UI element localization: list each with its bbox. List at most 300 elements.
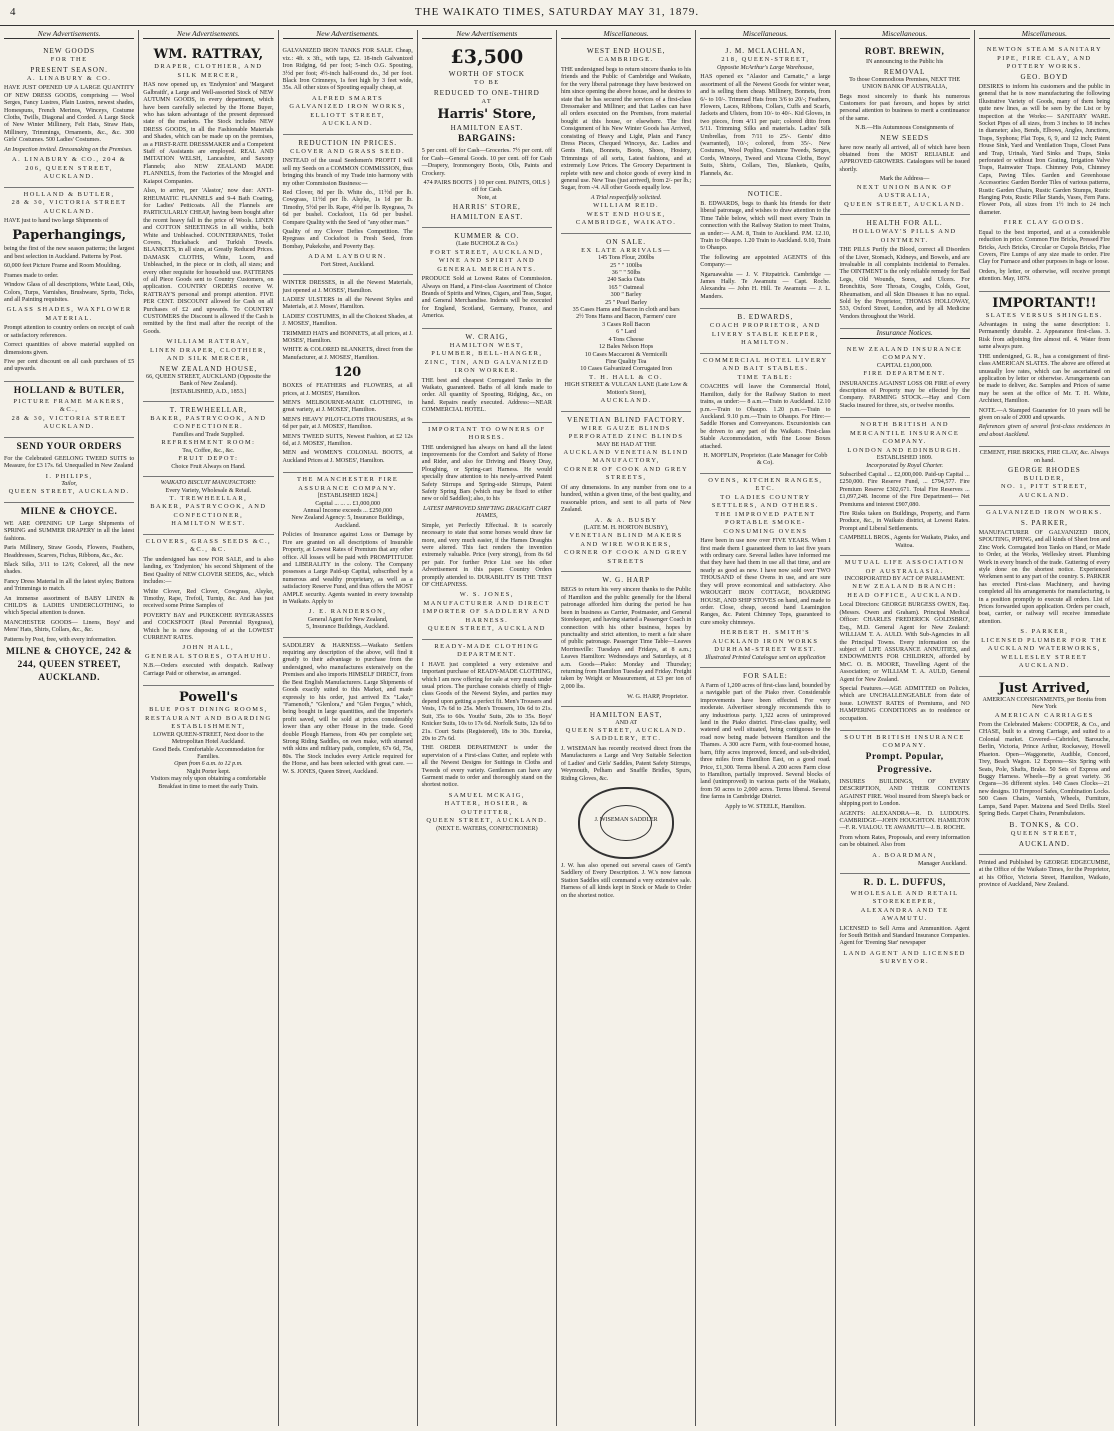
- ad-item: TRIMMED HATS and BONNETS, at all prices, at J. MOSES', Hamilton.: [282, 330, 413, 344]
- advert-brewin: [840, 43, 970, 215]
- ad-signature: MILNE & CHOYCE, 242 & 244, QUEEN STREET, AUCKLAND.: [5, 647, 133, 684]
- ad-headline: SOUTH BRITISH INSURANCE COMPANY.: [844, 733, 965, 750]
- ad-headline: CLOVERS, GRASS SEEDS &C., &C., &C.: [145, 537, 272, 554]
- ad-firm: KUMMER & CO.: [454, 232, 520, 241]
- ad-line: WORTH OF STOCK: [448, 70, 525, 79]
- ad-firm: Powell's: [179, 690, 238, 706]
- ad-body: J. WISEMAN has recently received direct from the Manufacturers a Large and Very Suitable Selection of Ladies' and Girls' Saddles, Patent Safety Stirrups, Weymouth, Pelham and Snaffle Bridles, Spurs, Riding Gloves, &c.: [561, 745, 692, 782]
- ad-body: INSURANCES AGAINST LOSS OR FIRE of every description of Property may be effected by the Company. FARMING STOCK.—Hay and Corn Stacks insured for three, six, or twelve months.: [839, 380, 970, 409]
- ad-body: have now nearly all arrived, all of which have been obtained from the MOST RELIABLE and APPROVED GROWERS. Catalogues will be issued shortly.: [839, 144, 970, 173]
- ad-subhead: Prompt. Popular, Progressive.: [865, 751, 944, 775]
- ad-address: WEST END HOUSE, CAMBRIDGE, WAIKATO.: [575, 210, 677, 227]
- ad-line: (LATE M. H. HORTON BUSBY),: [583, 525, 669, 532]
- advert-tonks: [979, 677, 1110, 855]
- ad-firm: W. CRAIG,: [465, 332, 509, 341]
- ad-subhead: AMERICAN CARRIAGES: [994, 711, 1094, 719]
- ad-name: HERBERT H. SMITH'S: [720, 629, 811, 637]
- printer-imprint: [979, 855, 1110, 897]
- advert-mckaig: [422, 640, 552, 838]
- saddle-stamp: J. WISEMAN SADDLER: [594, 817, 658, 823]
- ad-body: Of any dimensions. In any number from one to a hundred, within a given time, of the best quality, and reasonable prices, and sent to all parts of New Zealand.: [561, 484, 692, 514]
- ad-headline: COMMERCIAL HOTEL LIVERY AND BAIT STABLES.: [703, 356, 828, 373]
- ad-item: 4 Tons Cheese: [608, 336, 644, 343]
- ad-headline: IMPORTANT!!: [992, 295, 1097, 311]
- ad-name: J. E. RANDERSON,: [308, 608, 387, 616]
- advert-mutual-life: [840, 556, 970, 731]
- advert-parker: [979, 506, 1110, 676]
- saddle-illustration: [578, 787, 674, 859]
- ad-name: A. BOARDMAN,: [872, 851, 937, 859]
- ad-subhead: WHOLESALE AND RETAIL STOREKEEPER,: [850, 889, 959, 906]
- advert-commercial-hotel: [700, 354, 830, 474]
- ad-body: Patterns by Post, free, with every information.: [4, 636, 117, 643]
- ad-address: Fort Street, Auckland.: [320, 261, 375, 268]
- ad-address: ALEXANDRA AND TE AWAMUTU.: [860, 906, 949, 923]
- ad-body: A Farm of 1,200 acres of first-class land, bounded by a navigable part of the Piako river. Considerable improvements have been effected. For very moderate. Advertiser strongly recommends this to any industrious party. 1,322 acres of unimproved land in the Piako district. First-class quality, well watered and well situated, being contiguous to the road now being made between Hamilton and the Thames. A 300 acre Farm, with four-roomed house, barn, fifty acres improved, fenced, and sub-divided, three miles from Hamilton East, on a good road. Price, £1,300. Terms liberal. A 200 acres Farm close to Hamilton, partially improved. Several blocks of land (unimproved) in various parts of the Waikato, from 50 acres to 2,000 acres. Terms liberal. Several fine farms in Cambridge District.: [700, 683, 831, 801]
- ad-subhead: DRAPER, CLOTHIER, AND SILK MERCER,: [154, 63, 263, 79]
- advert-holloway: [840, 215, 970, 329]
- ad-line: To those Commodious Premises, NEXT THE UNION BANK OF AUSTRALIA,: [849, 76, 961, 91]
- ad-established: [ESTABLISHED, A.D., 1853.]: [170, 388, 247, 395]
- ad-item: MEN'S TWEED SUITS, Newest Fashion, at £2 12s 6d, at J. MOSES', Hamilton.: [282, 433, 413, 448]
- ad-signature: W. G. HARP, Proprietor.: [627, 693, 689, 701]
- ad-address: DURHAM-STREET WEST.: [714, 646, 817, 654]
- advert-slates: [979, 292, 1110, 448]
- ad-body: Fire Risks taken on Buildings, Property, and Farm Produce, &c., in Waikato district, at Lowest Rates. Prompt and Liberal Settlements.: [839, 511, 970, 532]
- ad-subhead: HATTER, HOSIER, & OUTFITTER,: [444, 800, 530, 816]
- newspaper-title: THE WAIKATO TIMES, SATURDAY MAY 31, 1879.: [414, 6, 700, 18]
- ad-body: Window Glass of all descriptions, White Lead, Oils, Colors, Turps, Varnishes, Brushware, Sprits, Ticks, and all Painting requisites.: [4, 282, 135, 303]
- ad-headline: REDUCTION IN PRICES.: [298, 138, 398, 147]
- ad-body: HAVE JUST OPENED UP A LARGE QUANTITY OF NEW DRESS GOODS, comprising — Wool Serges, Fancy Lustres, Plain Lustres, newest shades, Homespuns, French Merinos, Winceys, Costume Cloths, Twills, Diagonal and Corded. A Large Stock of New Winter Millinery, Felt Hats, Straw Hats, Millinery, Trimmings, Ornaments, &c., &c. 300 Girls' Costumes. 500 Ladies' Costumes.: [4, 85, 135, 144]
- ad-line: MAY BE HAD AT THE: [596, 441, 656, 448]
- ad-body: INSURES BUILDINGS, OF EVERY DESCRIPTION, AND THEIR CONTENTS AGAINST FIRE. Wool insured from Sheep's back or shipping port to London.: [839, 778, 970, 808]
- column-header: Miscellaneous.: [840, 30, 970, 39]
- advert-john-hall: [143, 535, 273, 686]
- ad-line: IN announcing to the Public his: [865, 59, 944, 66]
- ad-line: Mark the Address—: [879, 176, 930, 183]
- ad-subhead: BAKER, PASTRYCOOK, AND CONFECTIONER,: [150, 503, 267, 519]
- advert-powells: [143, 686, 273, 796]
- ad-line: Note, at: [477, 194, 497, 201]
- ad-item: BOXES of FEATHERS and FLOWERS, at all prices, at J. MOSES', Hamilton.: [282, 383, 413, 397]
- ad-body: Ngaruawahia — J. V. Fitzpatrick. Cambridge — James Hally. Te Awamutu — Capt. Roche. Alexandra — John H. Hill. Te Awamutu — J. L. Manders.: [700, 271, 831, 300]
- column-7: [836, 30, 975, 1426]
- ad-subhead: BUILDER,: [1023, 474, 1066, 482]
- ad-line: NEW GOODS: [43, 47, 96, 56]
- ad-subhead: HOLLOWAY'S PILLS AND OINTMENT.: [852, 228, 957, 244]
- ad-body: Local Directors: GEORGE BURGESS OWEN, Esq. (Messrs. Owen and Graham). Principal Medical Officer: CHARLES FREDERICK GOLDSBRO', Esq., M.D. General Agent for New Zealand: WILLIAM T. A. AULD. With Sub-Agencies in all the Principal Towns. Every information on the subject of LIFE ASSURANCE ANNUITIES, and ENDOWMENTS FOR CHILDREN, afforded by MrC. O. B. MOORE, Travelling Agent of the Association; or WILLIAM T. A. AULD, General Agent for New Zealand.: [839, 602, 970, 683]
- ad-firm: T. H. HALL & CO.: [589, 373, 664, 381]
- ad-firm: WM. RATTRAY,: [153, 47, 264, 63]
- ad-body: Subscribed Capital ... £2,000,000. Paid-up Capital ... £250,000. Fire Reserve Fund, ... £794,577. Fire Premium Reserve £302,671. Total Fire Reserves ... £1,097,248. Income of the Fire Department— Net Premiums and interest £907,080.: [839, 472, 970, 508]
- ad-address: NEXT UNION BANK OF AUSTRALIA,: [856, 183, 953, 200]
- ad-subhead: AMERICAN CONSIGNMENTS, per Bonita from New York: [982, 696, 1107, 711]
- ad-house: NEW ZEALAND HOUSE,: [159, 364, 258, 373]
- ad-body: Policies of Insurance against Loss or Damage by Fire are granted on all descriptions of Insurable Property, at Lowest Rates of Premium that any other office. All losses will be paid with PROMPTITUDE and LIBERALITY in the colony. The Company possesses a Large Paid-up Capital, subscribed by a numerous and wealthy proprietary, as well as a satisfactory Reserve Fund, and thus offers the MOST AMPLE security. Agents wanted in every township in Waikato. Apply to: [282, 532, 413, 605]
- ad-item: 2½ Tons Hams and Bacon, Farmers' cure: [576, 314, 677, 321]
- ad-address: 66, QUEEN STREET, AUCKLAND (Opposite the Bank of New Zealand).: [146, 373, 271, 388]
- ad-headline: NORTH BRITISH AND MERCANTILE INSURANCE COMPANY.: [849, 421, 960, 446]
- imprint-text: Printed and Published by GEORGE EDGECUMBE, at the Office of the Waikato Times, for the Proprietor, at his Office, Victoria Street, Hamilton, Waikato, province of Auckland, New Zealand.: [978, 859, 1110, 889]
- ad-line: Families and Trade Supplied.: [172, 431, 245, 438]
- ad-body: INSTEAD of the usual Seedsmen's PROFIT I will sell my Seeds on a COMMON COMMISSION, thus bringing this branch of my Trade into harmony with my other Commission Business:—: [282, 158, 413, 187]
- ad-line: A Trial respectfully solicited.: [590, 194, 662, 201]
- ad-address: WELLESLEY STREET: [1001, 653, 1088, 661]
- ad-subhead: BAKER, PASTRYCOOK, AND CONFECTIONER.: [150, 414, 267, 431]
- ad-firm: A. & A. BUSBY: [594, 516, 658, 524]
- ad-body: COACHES will leave the Commercial Hotel, Hamilton, daily for the Railway Station to meet trains, as under:— 8 a.m.—Train to Auckland. 12.10 p.m.—Train to Ohaupo. 1.20 p.m.—Train to Auckland. 9.10 p.m.—Train to Ohaupo. For Hire:—Saddle Horses and Conveyances. Excursionists can be driven to any part of the Waikato. First-class Stable Accommodation, with fine Loose Boxes attached.: [700, 384, 831, 450]
- column-8: [975, 30, 1114, 1426]
- advert-ovens: [700, 474, 830, 668]
- column-header: Miscellaneous.: [979, 30, 1110, 39]
- advert-trewheellar: [143, 402, 273, 477]
- ad-name: ALFRED SMARTS: [312, 94, 384, 102]
- ad-line: CAPITAL £1,000,000.: [876, 362, 933, 369]
- ad-subhead: FIRE DEPARTMENT.: [863, 370, 946, 378]
- advert-biscuit: [143, 477, 273, 535]
- ad-body: DESIRES to inform his customers and the public in general that he is now manufacturing the following Illustrative Variety of Goods, many of them being quite new lines, as will be seen by the List or by inspection at the Works:— SANITARY WARE. Socket Pipes of all sizes, from 3 inches to 18 inches in diameter; also, Bends, Elbows, Angles, Junctions, Traps, Syphons; Flat Tops, 6, 9, and 12 inch; Patent House Sink, Yard and Ventilation Traps, Closet Pans and Trap, Urinals, Yard Sinks and Traps, Sinks perforated or without Iron Grating, Irrigation Valve Traps, Rainwater Traps. Chimney Pots, Chimney Caps, Paving Tiles. Garden and Greenhouse Accessories: Garden Border Tiles of various patterns, Rustic Garden Chairs, Rustic Garden Stumps, Rustic Hanging Pots, Rustic Pillar Stands, Vases, Fern Pans. Flower Pots, all sizes from 1½ inch to 24 inch diameter.: [978, 83, 1110, 216]
- ad-line: Capital ... ... ... £1,000,000: [315, 500, 381, 507]
- ad-name: AUCKLAND VENETIAN BLIND MANUFACTORY,: [563, 448, 689, 465]
- ad-body: THE ORDER DEPARTMENT is under the supervision of a First-class Cutter, and replete with all the Newest Designs for Suitings in Cloths and Tweeds of every variety. Gentlemen can have any Garment made to order and thoroughly stand on the shortest notice.: [421, 745, 552, 789]
- advert-harp: [561, 572, 691, 706]
- ad-body: Five per cent discount on all cash purchases of £5 and upwards.: [4, 358, 135, 373]
- ad-body: Prompt attention to country orders on receipt of cash or satisfactory references.: [4, 325, 135, 339]
- ad-body: The undersigned has now FOR SALE, and is also landing, ex 'Endymion,' his second Shipment of the Best Quality of NEW CLOVER SEEDS, &c., which includes:—: [143, 556, 274, 586]
- column-header: Miscellaneous.: [700, 30, 830, 39]
- ad-body: 5 per cent. off for Cash—Groceries. 7½ per cent. off for Cash—General Goods. 10 per cent. off for Cash—Drapery, Ironmongery Boots, Oils, Paints and Crockery.: [421, 148, 552, 177]
- ad-title: Manager Auckland.: [917, 860, 967, 868]
- ad-line: REFRESHMENT ROOM:: [161, 439, 256, 447]
- ad-body: THE best and cheapest Corrugated Tanks in the Waikato, guaranteed. Baths of all kinds made to order. All quantity of Spouting, Ridging, &c., on hand. Repairs neatly executed. Address:—NEAR COMMERCIAL HOTEL.: [421, 377, 552, 414]
- ad-headline: VENETIAN BLIND FACTORY.: [567, 415, 686, 424]
- ad-line: Illustrated Printed Catalogue sent on application: [705, 654, 826, 661]
- ad-line: Every Variety, Wholesale & Retail.: [165, 487, 252, 494]
- ad-line: Open from 6 a.m. to 12 p.m.: [174, 761, 243, 768]
- ad-big-number: 120: [334, 365, 362, 381]
- ad-body: Begs most sincerely to thank his numerous Customers for past favours, and hopes by strict personal attention to business to merit a continuance of the same.: [839, 93, 970, 122]
- ad-subhead: CLOVER AND GRASS SEED.: [290, 147, 406, 155]
- ad-body: Equal to the best imported, and at a considerable reduction in price. Common Fire Bricks, Pressed Fire Bricks, Arch Bricks, Circular or Cupola Bricks, Flue Covers, Fire Lumps of any size made to order. Fire Clay for Furnace and other purposes in bags or loose.: [978, 229, 1110, 266]
- ad-subhead: WIRE GAUZE BLINDS PERFORATED ZINC BLINDS: [568, 424, 684, 441]
- ad-subhead: PICTURE FRAME MAKERS, &C.,: [13, 397, 125, 414]
- advert-hall-on-sale: [561, 234, 691, 412]
- ad-name: SAMUEL MCKAIG,: [448, 791, 525, 799]
- ad-item: 25 " " 100lbs: [610, 262, 643, 269]
- ad-line: AT: [481, 97, 493, 105]
- ad-signature: Apply to W. STEELE, Hamilton.: [725, 803, 806, 810]
- ad-body: Have been in use now over FIVE YEARS. When I first made them I guaranteed them to last five years with ordinary care. Several ladies have informed me that they have had them in use all that time, and are nearly as good as new. I have now sold over TWO THOUSAND of these Ovens in use, and are sure they will prove economical and satisfactory. Also WROUGHT IRON COTTAGE, BOARDING HOUSE, AND SHIP STOVES on hand, and made to order. Close, cheap, second hand Leamington Ranges, &c. Patent Chimney Tops, guaranteed to cure smoky chimneys.: [700, 538, 831, 626]
- column-header: New Advertisements.: [283, 30, 413, 39]
- ad-item: Fine Quality Tea: [605, 358, 647, 365]
- advert-linabury: [4, 43, 134, 187]
- ad-item: MEN'S MELBOURNE-MADE CLOTHING, in great variety, at J. MOSES', Hamilton.: [282, 400, 413, 414]
- ad-address: AUCKLAND.: [1018, 662, 1070, 670]
- column-2: [139, 30, 278, 1426]
- ad-headline: NEWTON STEAM SANITARY PIPE, FIRE CLAY, AND POTTERY WORKS.: [986, 46, 1103, 71]
- ad-line: Annual Income exceeds ... £250,000: [303, 508, 393, 515]
- ad-line: 474 PAIRS BOOTS } 10 per cent. PAINTS, OILS } off for Cash.: [423, 180, 551, 194]
- advert-manchester-fire: [283, 473, 413, 637]
- ad-headline: SEND YOUR ORDERS: [16, 441, 122, 452]
- ad-store-name: Harris' Store,: [437, 107, 537, 123]
- ad-title: General Agent for New Zealand,: [307, 616, 388, 623]
- ad-body: B. EDWARDS, begs to thank his friends for their liberal patronage, and wishes to draw attention to the Time Table below, which will meet every Train in connection with the Railway Station to meet Trains, as under:— A.M. 8, Train to Auckland. P.M. 12.10, Train to Ohaupo. 1.20 Train to Auckland. 9.10, Train to Ohaupo.: [700, 201, 831, 252]
- column-5: [557, 30, 696, 1426]
- ad-firm: T. TREWHEELLAR,: [169, 494, 248, 502]
- advert-philips: [4, 438, 134, 503]
- ad-address: AUCKLAND.: [322, 120, 374, 128]
- column-4: [418, 30, 557, 1426]
- ad-place: LONDON AND EDINBURGH.: [847, 446, 962, 454]
- ad-address: QUEEN STREET,: [1010, 830, 1079, 838]
- advert-boyd-pottery: [979, 43, 1110, 291]
- ad-firm: MILNE & CHOYCE.: [20, 506, 118, 517]
- ad-line: Visitors may rely upon obtaining a comfortable Breakfast in time to meet the early Train.: [150, 776, 267, 790]
- ad-address: AUCKLAND.: [600, 397, 652, 405]
- advert-rattray: [143, 43, 273, 402]
- ad-item: 3 Cases Roll Bacon: [602, 321, 651, 328]
- ad-item: 145 Tons Flour, 200lbs: [598, 255, 655, 262]
- ad-subhead: LATEST IMPROVED SHIFTING DRAUGHT CART HAMES,: [423, 505, 551, 520]
- ad-body: LICENSED to Sell Arms and Ammunition. Agent for South British and Standard Insurance Companies. Agent for 'Evening Star' newspaper: [839, 925, 970, 947]
- ad-subhead: GALVANIZED IRON WORKS, ELLIOTT STREET,: [289, 103, 406, 119]
- ad-subhead: FIRE CLAY GOODS.: [1003, 219, 1085, 227]
- column-header: New Advertisements.: [4, 30, 134, 39]
- ad-headline: Paperhangings,: [12, 228, 127, 244]
- ad-item: 10 Cases Maccaroni & Vermicelli: [584, 351, 668, 358]
- advert-north-british: [840, 418, 970, 556]
- ad-body: For the Celebrated GEELONG TWEED SUITS to Measure, for £3 17s. 6d. Unequalled in New Zealand: [4, 455, 135, 470]
- ad-body: Quality of my Clover Defies Competition. The Ryegrass and Cocksfoot is Fresh Seed, from Bombay, Pukekohe, and Poverty Bay.: [282, 229, 413, 250]
- ad-line: INCORPORATED BY ACT OF PARLIAMENT.: [844, 576, 965, 583]
- ad-body: WE ARE OPENING UP Large Shipments of SPRING and SUMMER DRAPERY in all the latest fashions.: [4, 520, 135, 542]
- ad-subhead: MANUFACTURER AND DIRECT IMPORTER OF SADDLERY AND HARNESS.: [422, 599, 551, 624]
- ad-signature: S. PARKER,: [1020, 628, 1069, 636]
- column-header: New Advertisements: [422, 30, 552, 39]
- advert-holland-butler: [4, 188, 134, 382]
- ad-body: THE undersigned has always on hand all the latest improvements for the Comfort and Safety of Horse and Rider, and also for Driving and Heavy Dray, Ploughing, or Spring-cart Harness. He would specially draw attention to his newly-arrived Patent Safety Stirrups and Spring-side Stirrups, Patent Safety Spring Bars (which may be fixed to either new or old Saddles); also, to his: [421, 444, 552, 503]
- ad-line: (NEXT E. WATERS, CONFECTIONER): [436, 825, 538, 832]
- ad-item: 25 " Pearl Barley: [605, 299, 648, 306]
- ad-item: WHITE & COLORED BLANKETS, direct from the Manufacturer, at J. MOSES', Hamilton.: [282, 347, 413, 361]
- advert-saddlery-jones: [283, 638, 413, 783]
- advert-horses-jones: [422, 423, 552, 640]
- ad-item: WINTER DRESSES, in all the Newest Materials, just opened at J. MOSES', Hamilton.: [282, 280, 413, 294]
- ad-address: LOWER QUEEN-STREET, Next door to the Metropolitan Hotel Auckland.: [153, 731, 264, 746]
- ad-line: N.B.—His Autumnous Consignments of: [855, 125, 954, 132]
- ad-subhead: WINE AND SPIRIT AND GENERAL MERCHANTS.: [437, 257, 537, 273]
- ad-headline: HEALTH FOR ALL.: [866, 219, 943, 228]
- ad-line: REDUCED TO ONE-THIRD: [433, 88, 540, 97]
- column-6: [696, 30, 835, 1426]
- ad-subhead: NEW SEEDS: [880, 133, 930, 142]
- ad-established: ESTABLISHED 1809.: [876, 455, 933, 462]
- ad-body: HAS opened ex "Alastor and Carnatic," a large assortment of all the Newest Goods for winter wear, and is selling them cheap. Millinery, Bonnets, from 6/- to 10/-. Trimmed Hats from 3/6 to 20/-; Feathers, Flowers, Laces, Ribbons, Collars, Cuffs and Scarfs, Jackets and Ulsters, from 10/- to 40/-. Kid Gloves, in two pieces, from 4/11 per pair; colored ditto from 5/11. Trimming Silks and materials. Ladies' Silk Umbrellas, from 7/11 to 25/-. Gents' ditto (warranted), 10/-; colored, from 35/-. New Costumes, Wool Poplins, Costume Tweeds, Serges, Cords, Winceys, Tweed and Vicuna Cloths, Boys' Suits, Shirts, Collars, Ties, Blankets, Quilts, Flannels, &c.: [700, 74, 831, 177]
- ad-body: Also, to arrive, per 'Alastor,' now due: ANTI-RHEUMATIC FLANNELS and 9-4 Bath Coating, for Ladies' Petticoats. All the Flannels are PARTICULARLY CHEAP, having been bought after the recent heavy fall in the price of Wools. LINEN and COTTON SHEETINGS in all widths, both White and Unbleached. COUNTERPANES, Toilet Covers, Huckaback and Turkish Towels. BLANKETS, in all sizes, at Greatly Reduced Prices. DAMASK CLOTHS, White, Loom, and Unbleached, in the piece or in cloth, all sizes; and every other requisite for household use. PATTERNS of all Piece Goods sent to Country Customers, on application. COUNTRY ORDERS receive W. RATTRAY'S personal and prompt attention. FIVE PER CENT. DISCOUNT allowed for Cash on all Purchases of £2 and upwards. To COUNTRY CUSTOMERS the Discount is allowed if the Cash is remitted by the first mail after the receipt of the Goods.: [143, 188, 274, 335]
- ad-signature: HAMILTON EAST.: [450, 213, 524, 222]
- ad-item: 12 Bales Nelson Hops: [598, 344, 654, 351]
- ad-body: From the Celebrated Makers: COOPER, & Co., and CHASE, built to a strong Carriage, and suited to a Colonial market. Covered—Cabriolet, Barouche, Berlin, Victoria, Prince Arthur, Rockaway, Howell Phaeton. Open—Waggonette, Audible, Concord, Trey, Beach Wagon. 12 Express—Six Spring with Seats, Pole, Shafts, Brake. 50 Sets of Express and Buggy Harness. Wheels—By a great variety. 36 Organs—36 different styles. 140 Cases Clocks—21 new designs. 10 Fireproof Safes, Combination Locks. 500 Cases Chairs, Varnish, Wheels, Furniture, Lamps, Sand Paper. Maizena and Seed Drills. Steel Spring Beds. Carpet Chairs, Perambulators.: [978, 722, 1110, 817]
- ad-line: Choice Fruit Always on Hand.: [171, 463, 246, 470]
- ad-body: References given of several first-class residences in and about Auckland.: [978, 424, 1110, 438]
- ad-name: GEORGE RHODES: [1008, 465, 1081, 474]
- ad-subhead: EX LATE ARRIVALS—: [581, 246, 672, 254]
- ad-body: An immense assortment of BABY LINEN & CHILD'S & LADIES UNDERCLOTHING, to which Special attention is drawn.: [4, 595, 135, 617]
- ad-firm: A. LINABURY & CO.: [26, 74, 112, 82]
- ad-body: Orders, by letter, or otherwise, will receive prompt attention. May, 1879.: [978, 268, 1110, 283]
- ad-headline: NOTICE.: [747, 190, 783, 198]
- ad-body: N.B.—Orders executed with despatch. Railway Carriage Paid or otherwise, as arranged.: [143, 663, 274, 677]
- advert-holland-butler-frames: [4, 382, 134, 438]
- ad-body: Correct quantities of above material supplied on dimensions given.: [4, 342, 135, 356]
- ad-body: Red Clover, 8d per lb. White do., 11½d per lb. Cowgrass, 11½d per lb. Alsyke, 1s 1d per lb. Timothy, 5½d per lb. Rape, 4½d per lb. Ryegrass, 7s 6d per bushel. Cocksfoot, 11s 6d per bushel. Compare Quality with the Seed of "any other man.": [282, 189, 413, 226]
- advert-notice-edwards: [700, 186, 830, 309]
- ad-subhead: LINEN DRAPER, CLOTHIER, AND SILK MERCER,: [149, 346, 267, 363]
- ad-signature: WILLIAM RATTRAY,: [166, 338, 251, 346]
- ad-item: 165 " Oatmeal: [608, 284, 644, 291]
- ad-body: J. W. has also opened out several cases of Gent's Saddlery of Every Description. J. W.'s now famous Station Saddles still command a very extensive sale. Harness of all kinds kept in Stock or Made to Order on the shortest notice.: [561, 863, 692, 899]
- advert-craig: [422, 329, 552, 423]
- ad-item: 300 " Barley: [610, 292, 642, 299]
- ad-place: HAMILTON EAST.: [450, 124, 524, 133]
- ad-headline: FOR SALE:: [743, 672, 788, 681]
- column-3: [279, 30, 418, 1426]
- ad-address: 28 & 30, VICTORIA STREET AUCKLAND.: [11, 414, 127, 431]
- ad-big-amount: £3,500: [450, 46, 524, 69]
- column-header: New Advertisements.: [143, 30, 273, 39]
- ad-line: FOR THE: [50, 56, 88, 64]
- advert-venetian-blind: [561, 412, 691, 573]
- ad-body: THE undersigned begs to return sincere thanks to his friends and the Public of Cambridge and Waikato, for the very liberal patronage they have bestowed on him since opening the above house, and he desires to state that he has secured the services of a first-class Dressmaker and Milliner; and that Ladies can have all orders executed on the Premises, from material bought at this house, or elsewhere. The first Consignment of his New Winter Goods has Arrived, consisting of Heavy and Light, Plain and Fancy Dress Pieces, Chequed Winceys, &c. Ladies and Gents Hats, Bonnets, Boots, Shoes, Hosiery, Trimmings of all sorts, Latest fashions, and at extremely Low Prices. The Grocery Department is replete with new and choice goods of every kind in general use. New Teas (just arrived), from 2/- per lb.; Sugar, from -/4. All other Goods equally low.: [561, 66, 692, 192]
- ad-address: AUCKLAND.: [1018, 839, 1070, 848]
- ad-item: 36 " " 50lbs: [611, 270, 641, 277]
- ad-subhead: Tailor,: [61, 481, 77, 488]
- ad-name: W. S. JONES,: [459, 591, 514, 599]
- ad-body: 60,000 feet Picture Frame and Room Moulding.: [4, 263, 122, 270]
- ad-body: MANUFACTURER OF GALVANIZED IRON, SPOUTING, PIPING, and all kinds of Sheet Iron and Zinc Work. Corrugated Iron Tanks on Hand, or Made to Order, at the Works, Wellesley street. Plumbing Work in every branch of the trade. Guttering of every style done on the shortest notice. Experienced Workmen sent to any part of the country. S. PARKER has erected First-class Machinery, and having completed all his arrangements for manufacturing, is in a position promptly to execute all orders. List of Prices forwarded upon application. Orders per coach, boat, carrier, or railway will receive immediate attention.: [978, 529, 1110, 625]
- advert-west-end-house: [561, 43, 691, 233]
- ad-signature: A. LINABURY & CO., 204 & 206, QUEEN STREET, AUCKLAND.: [12, 156, 127, 181]
- ad-address: NO. 1, PITT STREET, AUCKLAND.: [1000, 483, 1088, 499]
- ad-address: QUEEN STREET, AUCKLAND: [427, 625, 546, 633]
- ad-note: An Inspection invited. Dressmaking on the Premises.: [4, 146, 133, 153]
- ad-body: Fancy Dress Material in all the latest styles; Buttons and Trimmings to match.: [4, 578, 135, 593]
- advert-edwards: [700, 309, 830, 354]
- ad-headline: OVENS, KITCHEN RANGES, ETC.: [708, 476, 823, 493]
- ad-signature: H. MOFFLIN, Proprietor. (Late Manager for Cobb & Co).: [703, 452, 828, 467]
- ad-subhead: COACH PROPRIETOR, AND LIVERY STABLE KEEPER, HAMILTON.: [709, 322, 821, 347]
- ad-name: I. PHILIPS,: [45, 472, 93, 480]
- ad-headline: THE MANCHESTER FIRE ASSURANCE COMPANY.: [296, 476, 399, 492]
- masthead: [0, 0, 1114, 26]
- ad-signature: HARRIS' STORE,: [452, 203, 521, 212]
- advert-nz-insurance: [840, 343, 970, 419]
- ad-item: LADIES' COSTUMES, in all the Choicest Shades, at J. MOSES', Hamilton.: [282, 313, 413, 328]
- advert-milne-choyce: [4, 503, 134, 690]
- ad-firm: ROBT. BREWIN,: [864, 47, 945, 58]
- ad-line: (Late BUCHOLZ & Co.): [456, 241, 518, 248]
- advert-rhodes: [979, 447, 1110, 506]
- ad-subhead: SLATES VERSUS SHINGLES.: [985, 311, 1104, 319]
- ad-headline: READY-MADE CLOTHING DEPARTMENT.: [434, 642, 540, 659]
- advert-wiseman: [561, 707, 691, 907]
- ad-established: [ESTABLISHED 1824.]: [317, 493, 378, 500]
- ad-body: BEGS to return his very sincere thanks to the Public of Hamilton and the public generally for the liberal patronage afforded him during the period he has been in business as Carrier, Postmaster, and General Storekeeper, and having started a Passenger Coach in connection with his other business, hopes by punctuality and strict attention, to merit a fair share of public patronage. Passenger Time Table—Leaves Morrinsville: Tuesdays and Fridays, at 8 a.m.; Leaves Hamilton: Wednesdays and Saturdays, at 8 a.m. Goods—Piako: Monday and Thursday; returning from Hamilton Tuesday and Friday. Freight taken by Weight or Measurement, at £3 per ton of 2,000 lbs.: [561, 587, 692, 690]
- ad-subhead: PLUMBER, BELL-HANGER, ZINC, TIN, AND GALVANIZED IRON WORKER.: [424, 350, 550, 375]
- ad-body: being the first of the new season patterns; the largest and best selection in Auckland. Patterns by Post.: [4, 246, 135, 260]
- ad-name: GEO. BOYD: [1020, 72, 1069, 81]
- ad-address: HAMILTON WEST.: [171, 520, 246, 528]
- ad-headline: IMPORTANT TO OWNERS OF HORSES.: [428, 425, 546, 442]
- ad-item: MEN'S HEAVY PILOT-CLOTH TROUSERS, at 9s 6d per pair, at J. MOSES', Hamilton.: [282, 416, 413, 431]
- ad-item: 35 Cases Hams and Bacon in cloth and bars: [572, 307, 680, 314]
- ad-subhead: NEW ZEALAND BRANCH: HEAD OFFICE, AUCKLAND.: [847, 583, 962, 599]
- ad-address: HAMILTON WEST,: [449, 341, 525, 349]
- ad-name: B. TONKS, & CO.: [1009, 821, 1080, 830]
- ad-body: Black Silks, 3/11 to 12/6; Colored, all the new shades.: [4, 562, 135, 576]
- ad-item: LADIES' ULSTERS in all the Newest Styles and Materials, at J. Moses', Hamilton.: [282, 296, 413, 311]
- ad-body: I HAVE just completed a very extensive and important purchase of READY-MADE CLOTHING, which I am now offering for sale at very much under usual prices. The purchase consists chiefly of High-class Goods of the Newest Styles, and parties may depend upon getting a perfect fit. Men's Trousers and Vests, 17s 6d to 25s. Men's Trousers, 10s 6d to 21s. Suit, 35s to 60s. Youths' Suits, 20s to 35s. Boys' Knicker Suits, 10s to 17s 6d. Norfolk Suits, 12s 6d to 21s. Court Suits (Registered), 18s to 30s. Eureka, 20s to 27s 6d.: [421, 661, 552, 742]
- ad-headline: MUTUAL LIFE ASSOCIATION OF AUSTRALASIA.: [844, 559, 965, 575]
- advert-south-british: [840, 731, 970, 874]
- ad-body: MANCHESTER GOODS— Linens, Boys' and Mens' Hats, Shirts, Collars, &c., &c.: [4, 619, 135, 634]
- ad-subhead: BLUE POST DINING ROOMS, RESTAURANT AND BOARDING ESTABLISHMENT,: [145, 706, 272, 731]
- ad-headline: WEST END HOUSE,: [586, 47, 666, 56]
- page-columns: [0, 30, 1114, 1426]
- ad-body: Frames made to order.: [4, 272, 59, 279]
- ad-headline: NEW ZEALAND INSURANCE COMPANY.: [846, 345, 963, 362]
- ad-firm: HOLLAND & BUTLER,: [13, 385, 125, 396]
- ad-body: Advantages in using the same description: 1. Permanently durable. 2. Appearance first-class. 3. Risk from adjoining fire almost nil. 4. Water from same always pure.: [978, 322, 1110, 351]
- ad-body: POVERTY BAY and PUKEKOHE RYEGRASSES and COCKSFOOT (Real Perennial Ryegrass), Which he is now disposing of at the LOWEST CURRENT RATES.: [143, 612, 274, 642]
- ad-headline: ON SALE.: [606, 237, 647, 246]
- ad-firm: B. EDWARDS,: [737, 313, 794, 322]
- ad-body: White Clover, Red Clover, Cowgrass, Alsyke, Timothy, Rape, Trefoil, Turnip, &c. And has just received some Prime Samples of: [143, 588, 274, 610]
- advert-harris-store: [422, 43, 552, 228]
- ad-line: PRESENT SEASON.: [30, 65, 108, 74]
- advert-laybourn: [283, 135, 413, 275]
- ad-address: QUEEN STREET, AUCKLAND.: [565, 726, 687, 734]
- ad-line: Night Porter kept.: [186, 768, 231, 775]
- ad-line: Opposite McArthur's Large Warehouse,: [716, 64, 814, 71]
- ad-address: 218, QUEEN-STREET,: [721, 56, 810, 64]
- advert-mclachlan: [700, 43, 830, 186]
- ad-address: CORNER OF COOK AND GREY STREETS: [564, 549, 689, 565]
- ad-subhead: GLASS SHADES, WAXFLOWER MATERIAL.: [6, 306, 132, 322]
- ad-body: THE undersigned, G. R., has a consignment of first-class AMERICAN SLATES. The above are offered at unusually low rates, which can be ascertained on application by letter or otherwise. Arrangements can be made to deliver, &c. Samples and Prices of same may be seen at the office of Mr. T. H. White, Architect, Hamilton.: [978, 353, 1110, 405]
- column-header: Miscellaneous.: [561, 30, 691, 39]
- ad-subhead: LICENSED PLUMBER FOR THE AUCKLAND WATERWORKS,: [981, 636, 1108, 653]
- ad-body: Special Features.—AGE ADMITTED on Policies, which are UNCHALLENGEABLE from date of issue. LOWEST RATES of Premiums, and NO HAMPERING CONDITIONS as to residence or occupation.: [839, 685, 970, 722]
- ad-subhead: VENETIAN BLIND MAKERS AND WIRE WORKERS,: [569, 532, 683, 548]
- section-header: Insurance Notices.: [840, 329, 970, 338]
- ad-headline: GALVANIZED IRON WORKS.: [986, 509, 1103, 517]
- ad-address: FORT STREET, AUCKLAND,: [430, 248, 544, 256]
- ad-subhead: TO LADIES COUNTRY SETTLERS, AND OTHERS.: [711, 493, 819, 510]
- ad-address: 28 & 30, VICTORIA STREET AUCKLAND.: [11, 199, 127, 215]
- ad-firm: J. M. MCLACHLAN,: [725, 47, 806, 56]
- ad-firm: W. G. HARP: [602, 576, 650, 585]
- ad-name: WILLIAM REID.: [593, 202, 660, 210]
- advert-smarts: [283, 43, 413, 134]
- ad-item: 10 Cases Galvanized Corrugated Iron: [580, 366, 672, 373]
- ad-name: JOHN HALL,: [182, 644, 235, 652]
- ad-item: 6 " Lard: [616, 329, 637, 336]
- ad-line: New Zealand Agency: 5, Insurance Buildings, Auckland.: [291, 515, 404, 529]
- ad-body: Paris Millinery, Straw Goods, Flowers, Feathers, Headdresses, Scarves, Fichus, Ribbons, &c., &c.: [4, 545, 135, 559]
